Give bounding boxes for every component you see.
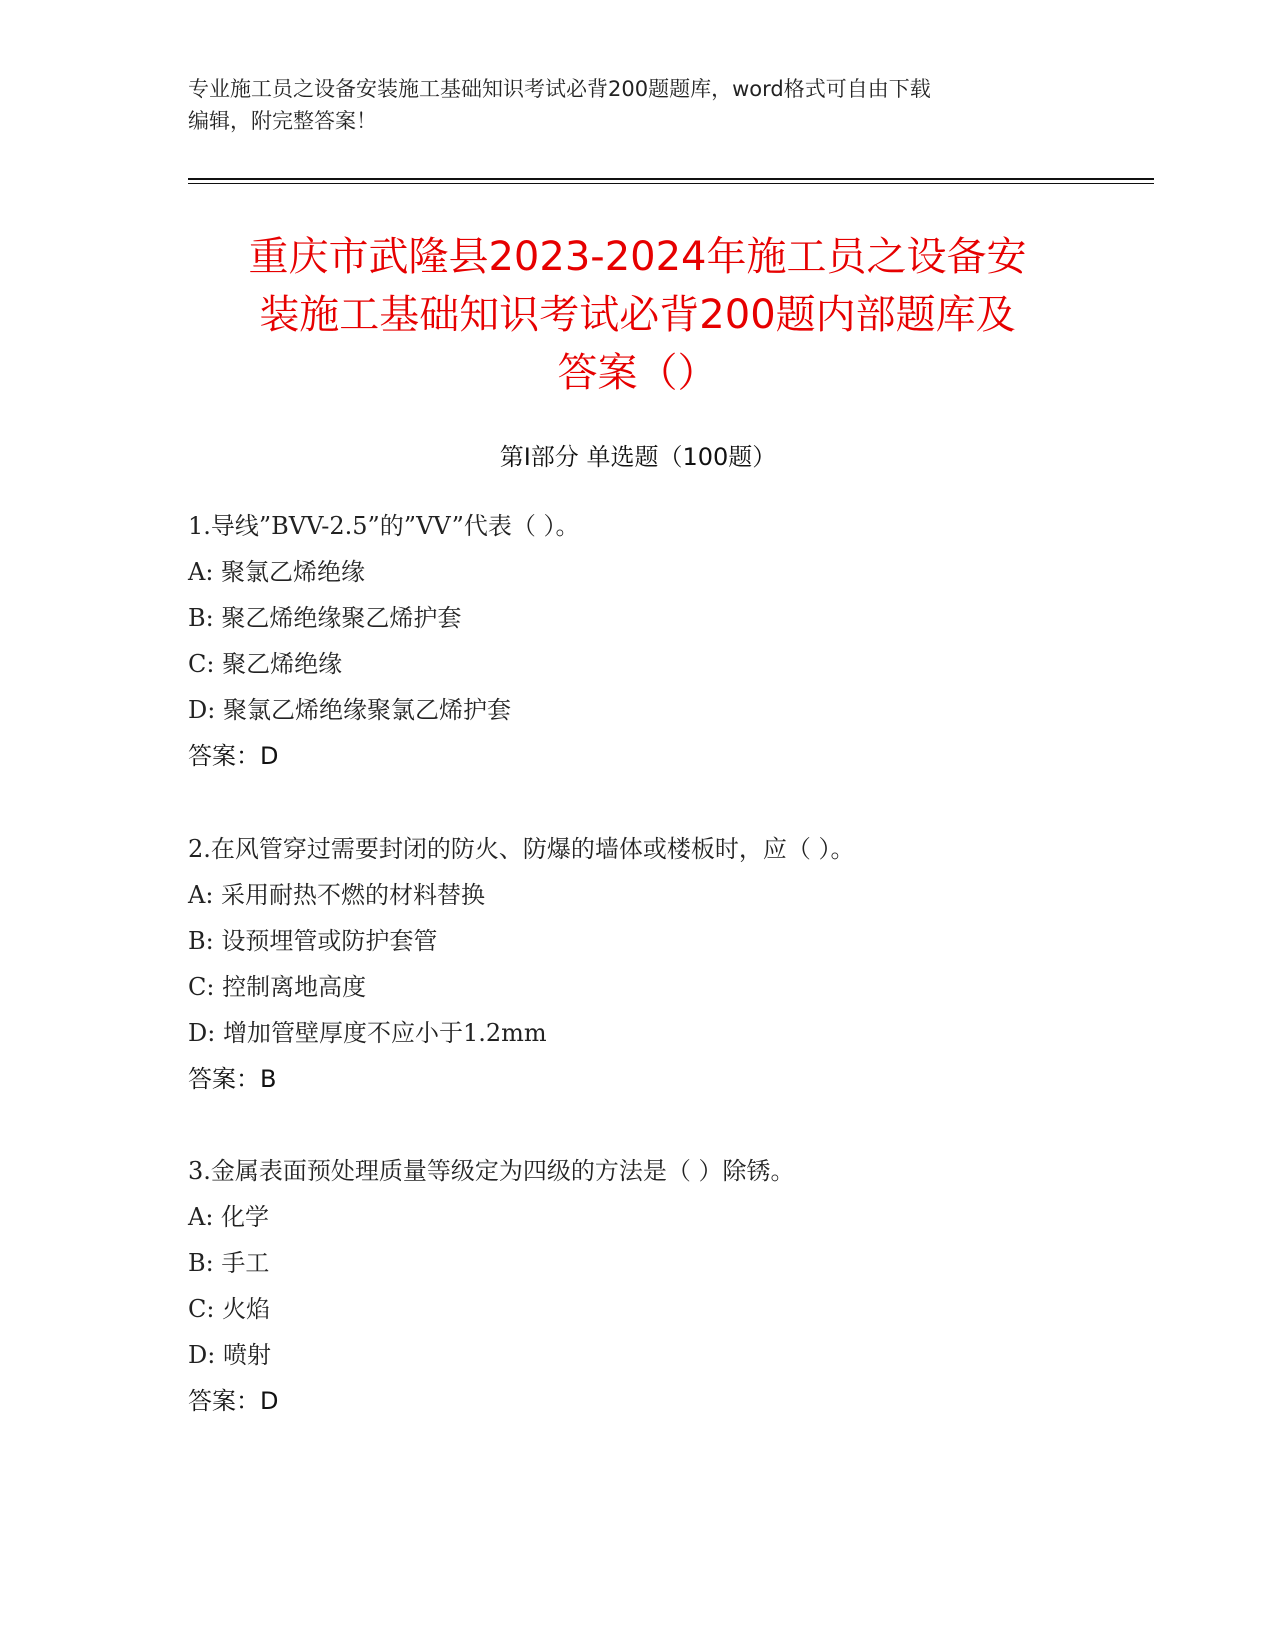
header-note — [188, 73, 1068, 137]
option-b: B: 手工 — [188, 1249, 270, 1277]
document-title-line-1: 重庆市武隆县2023-2024年施工员之设备安 — [248, 234, 1027, 280]
answer: 答案：D — [188, 742, 279, 770]
option-b: B: 设预埋管或防护套管 — [188, 927, 438, 955]
option-d: D: 聚氯乙烯绝缘聚氯乙烯护套 — [188, 696, 511, 724]
question-2 — [188, 826, 1148, 1102]
question-stem: 3.金属表面预处理质量等级定为四级的方法是（ ）除锈。 — [188, 1157, 795, 1185]
document-title-line-2: 装施工基础知识考试必背200题内部题库及 — [259, 292, 1016, 338]
question-stem: 2.在风管穿过需要封闭的防火、防爆的墙体或楼板时，应（ ）。 — [188, 835, 855, 863]
option-a: A: 化学 — [188, 1203, 270, 1231]
header-note-line-2: 编辑，附完整答案！ — [188, 109, 377, 133]
question-stem: 1.导线”BVV-2.5”的”VV”代表（ ）。 — [188, 512, 580, 540]
option-a: A: 聚氯乙烯绝缘 — [188, 558, 366, 586]
answer: 答案：D — [188, 1387, 279, 1415]
header-divider-thin — [188, 183, 1154, 184]
option-b: B: 聚乙烯绝缘聚乙烯护套 — [188, 604, 462, 632]
section-title: 第Ⅰ部分 单选题（100题） — [499, 443, 777, 471]
header-note-line-1: 专业施工员之设备安装施工基础知识考试必背200题题库，word格式可自由下载 — [188, 77, 931, 101]
answer: 答案：B — [188, 1065, 277, 1093]
question-1 — [188, 503, 1148, 779]
option-a: A: 采用耐热不燃的材料替换 — [188, 881, 486, 909]
option-d: D: 喷射 — [188, 1341, 271, 1369]
option-c: C: 火焰 — [188, 1295, 271, 1323]
header-divider-thick — [188, 178, 1154, 180]
document-title-line-3: 答案（） — [557, 350, 718, 396]
option-d: D: 增加管壁厚度不应小于1.2mm — [188, 1019, 547, 1047]
option-c: C: 聚乙烯绝缘 — [188, 650, 343, 678]
option-c: C: 控制离地高度 — [188, 973, 367, 1001]
question-3 — [188, 1148, 1148, 1424]
document-title — [150, 228, 1125, 402]
